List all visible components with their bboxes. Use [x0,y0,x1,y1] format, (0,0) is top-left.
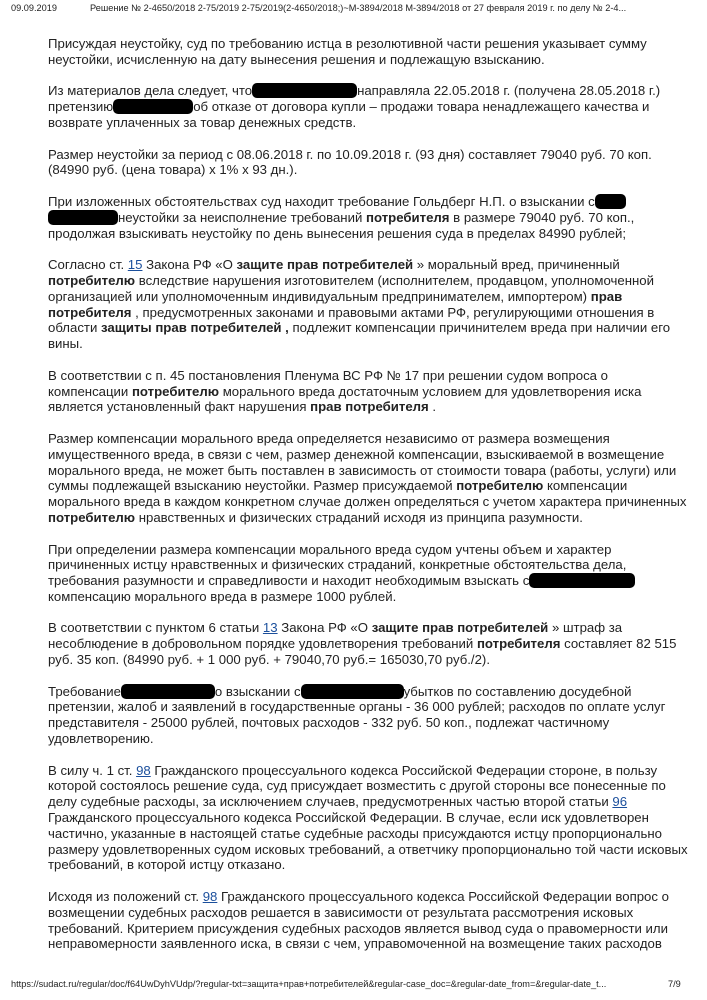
text-line [48,936,688,952]
text-line [48,36,688,52]
print-date: 09.09.2019 [11,3,57,13]
text-span: вследствие нарушения изготовителем (исполнителем, продавцом, уполномоченной [135,272,654,288]
text-line [48,652,688,668]
page-number: 7/9 [668,979,681,989]
text-span: Исходя из положений ст. [48,889,203,905]
text-line [48,889,688,905]
text-span: В соответствии с п. 45 постановления Пленума ВС РФ № 17 при решении судом вопроса о [48,367,608,383]
text-span: о взыскании с [214,683,301,699]
text-line [48,273,688,289]
text-span: руб. 35 коп. (84990 руб. + 1 000 руб. + 79040,70 руб.= 165030,70 руб./2). [48,652,490,668]
article-link[interactable]: 15 [127,257,143,273]
text-span: компенсации [48,383,132,399]
paragraph [48,431,688,526]
document-title: Решение № 2-4650/2018 2-75/2019 2-75/2019(2-4650/2018;)~М-3894/2018 М-3894/2018 от 27 февраля 2019 г. по делу № 2-4... [90,3,627,13]
text-line [48,257,688,273]
highlighted-term: потребителя [366,209,450,225]
text-span: Гражданского процессуального кодекса Российской Федерации вопрос о [217,889,669,905]
text-span: » штраф за [548,620,623,636]
text-span: Закона РФ «О [277,620,372,636]
paragraph [48,36,688,68]
text-line [48,763,688,779]
highlighted-term: прав [590,288,623,304]
text-span: удовлетворению. [48,731,154,747]
redaction-block [48,210,118,225]
redaction-block [252,83,357,98]
paragraph [48,83,688,130]
text-line [48,794,688,810]
text-span: причиненных истцу нравственных и физических страданий, конкретные обстоятельства дела, [48,557,627,573]
highlighted-term: потребителя [476,636,561,652]
text-span: Требование [48,683,121,699]
paragraph [48,542,688,605]
text-line [48,715,688,731]
text-span: . [428,399,437,415]
text-line [48,542,688,558]
paragraph [48,763,688,874]
document-body [48,36,688,968]
text-span: Гражданского процессуального кодекса Российской Федерации. В случае, если иск удовлетворен [48,810,649,826]
text-line [48,447,688,463]
text-line [48,573,688,589]
text-line [48,115,688,131]
redaction-block [121,684,215,699]
paragraph [48,257,688,352]
text-span: неустойки за неисполнение требований [118,209,366,225]
text-line [48,289,688,305]
text-line [48,684,688,700]
text-line [48,905,688,921]
text-span: При определении размера компенсации морального вреда судом учтены объем и характер [48,541,612,557]
text-line [48,463,688,479]
redaction-block [529,573,635,588]
highlighted-term: потребителю [131,383,220,399]
text-line [48,305,688,321]
text-line [48,699,688,715]
text-span: имущественного вреда, в связи с чем, размер денежной компенсации, взыскиваемой в возмещение [48,446,665,462]
text-line [48,636,688,652]
text-span: претензию [48,99,114,115]
highlighted-term: потребителю [48,272,136,288]
text-span: требований. Критерием присуждения судебных расходов является вывод суда о правомерности или [48,920,668,936]
text-span: При изложенных обстоятельствах суд находит требование Гольдберг Н.П. о взыскании с [48,193,595,209]
text-span: направляла 22.05.2018 г. (получена 28.05.2018 г.) [357,83,661,99]
text-line [48,431,688,447]
text-span: Закона РФ «О [142,257,237,273]
text-line [48,147,688,163]
text-line [48,194,688,210]
text-span: размеру удовлетворенных судом исковых требований, а ответчику пропорционально той части исковых [48,841,688,857]
text-span: компенсации [543,478,628,494]
redaction-block [595,194,626,209]
text-line [48,810,688,826]
paragraph [48,684,688,747]
text-span: суммы подлежащей взысканию неустойки. Размер присуждаемой [48,478,457,494]
text-span: вины. [48,336,83,352]
text-line [48,620,688,636]
text-span: морального вреда в каждом конкретном случае должен определяться с учетом характера причиненных [48,494,687,510]
highlighted-term: защите прав потребителей [371,620,549,636]
text-span: Гражданского процессуального кодекса Российской Федерации стороне, в пользу [150,762,658,778]
text-span: (84990 руб. (цена товара) х 1% х 93 дн.). [48,162,298,178]
text-span: составляет 82 515 [560,636,677,652]
text-span: Из материалов дела следует, что [48,83,253,99]
highlighted-term: защите прав потребителей [236,257,414,273]
paragraph [48,620,688,667]
text-line [48,162,688,178]
redaction-block [301,684,404,699]
text-span: » моральный вред, причиненный [413,257,620,273]
text-span: Согласно ст. [48,257,128,273]
text-span: несоблюдение в добровольном порядке удовлетворения требований [48,636,477,652]
text-span: области [48,320,101,336]
paragraph [48,194,688,241]
text-span: подлежит компенсации причинителем вреда при наличии его [288,320,671,336]
page-url: https://sudact.ru/regular/doc/f64UwDyhVUdp/?regular-txt=защита+прав+потребителей&regular-case_doc=&regular-date_from=&regular-date_t... [11,979,607,989]
article-link[interactable]: 98 [136,762,151,778]
redaction-block [113,99,193,114]
text-line [48,778,688,794]
text-span: возврате уплаченных за товар денежных средств. [48,114,357,130]
highlighted-term: потребителю [456,478,544,494]
paragraph [48,889,688,952]
text-span: требования разумности и справедливости и находит необходимым взыскать с [48,573,530,589]
text-line [48,368,688,384]
text-span: возмещении судебных расходов решается в зависимости от результата рассмотрения исковых [48,904,634,920]
text-span: неустойки, исчисленную на дату вынесения решения и подлежащую взысканию. [48,51,545,67]
text-line [48,494,688,510]
text-line [48,83,688,99]
text-line [48,842,688,858]
article-link[interactable]: 98 [202,889,218,905]
text-span: убытков по составлению досудебной [403,683,632,699]
text-span: частично, указанные в настоящей статье судебные расходы присуждаются истцу пропорционально [48,825,662,841]
text-line [48,320,688,336]
text-line [48,478,688,494]
text-span: требований, в которой истцу отказано. [48,857,286,873]
text-span: компенсацию морального вреда в размере 1000 рублей. [48,588,397,604]
text-span: претензии, жалоб и заявлений в государственные органы - 36 000 рублей; расходов по оплате услуг [48,699,666,715]
text-span: морального вреда достаточным условием для удовлетворения иска [219,383,642,399]
text-span: об отказе от договора купли – продажи товара ненадлежащего качества и [193,99,650,115]
text-span: , предусмотренных законами и правовыми актами РФ, регулирующими отношения в [131,304,655,320]
highlighted-term: прав потребителя [310,399,429,415]
text-line [48,399,688,415]
paragraph [48,147,688,179]
text-span: делу судебные расходы, за исключением случаев, предусмотренных частью второй статьи [48,794,613,810]
highlighted-term: защиты прав потребителей , [101,320,289,336]
text-line [48,210,688,226]
article-link[interactable]: 13 [262,620,278,636]
highlighted-term: потребителю [48,509,136,525]
text-span: в размере 79040 руб. 70 коп., [449,209,635,225]
text-span: представителя - 25000 рублей, почтовых расходов - 332 руб. 50 коп., подлежат частичному [48,715,610,731]
text-line [48,384,688,400]
text-line [48,226,688,242]
text-line [48,921,688,937]
text-line [48,336,688,352]
text-span: Размер компенсации морального вреда определяется независимо от размера возмещения [48,430,610,446]
text-span: продолжая взыскивать неустойку по день вынесения решения суда в пределах 84990 рублей; [48,225,627,241]
text-line [48,731,688,747]
text-span: морального вреда, не может быть поставлен в зависимость от стоимости товара (работы, услуги) или [48,462,677,478]
text-line [48,826,688,842]
text-span: В соответствии с пунктом 6 статьи [48,620,263,636]
paragraph [48,368,688,415]
text-span: является установленный факт нарушения [48,399,311,415]
article-link[interactable]: 96 [612,794,628,810]
highlighted-term: потребителя [48,304,132,320]
text-span: Размер неустойки за период с 08.06.2018 г. по 10.09.2018 г. (93 дня) составляет 79040 руб. 70 коп. [48,146,652,162]
text-line [48,557,688,573]
text-span: которой состоялось решение суда, суд присуждает возместить с другой стороны все понесенные по [48,778,666,794]
text-line [48,589,688,605]
text-line [48,857,688,873]
text-line [48,510,688,526]
text-span: В силу ч. 1 ст. [48,762,137,778]
text-span: организацией или уполномоченным индивидуальным предпринимателем, импортером) [48,288,591,304]
text-line [48,99,688,115]
text-line [48,52,688,68]
text-span: неправомерности заявленного иска, в связи с чем, управомоченной на возмещение таких расходов [48,936,662,952]
text-span: Присуждая неустойку, суд по требованию истца в резолютивной части решения указывает сумму [48,36,647,51]
text-span: нравственных и физических страданий исходя из принципа разумности. [135,509,583,525]
